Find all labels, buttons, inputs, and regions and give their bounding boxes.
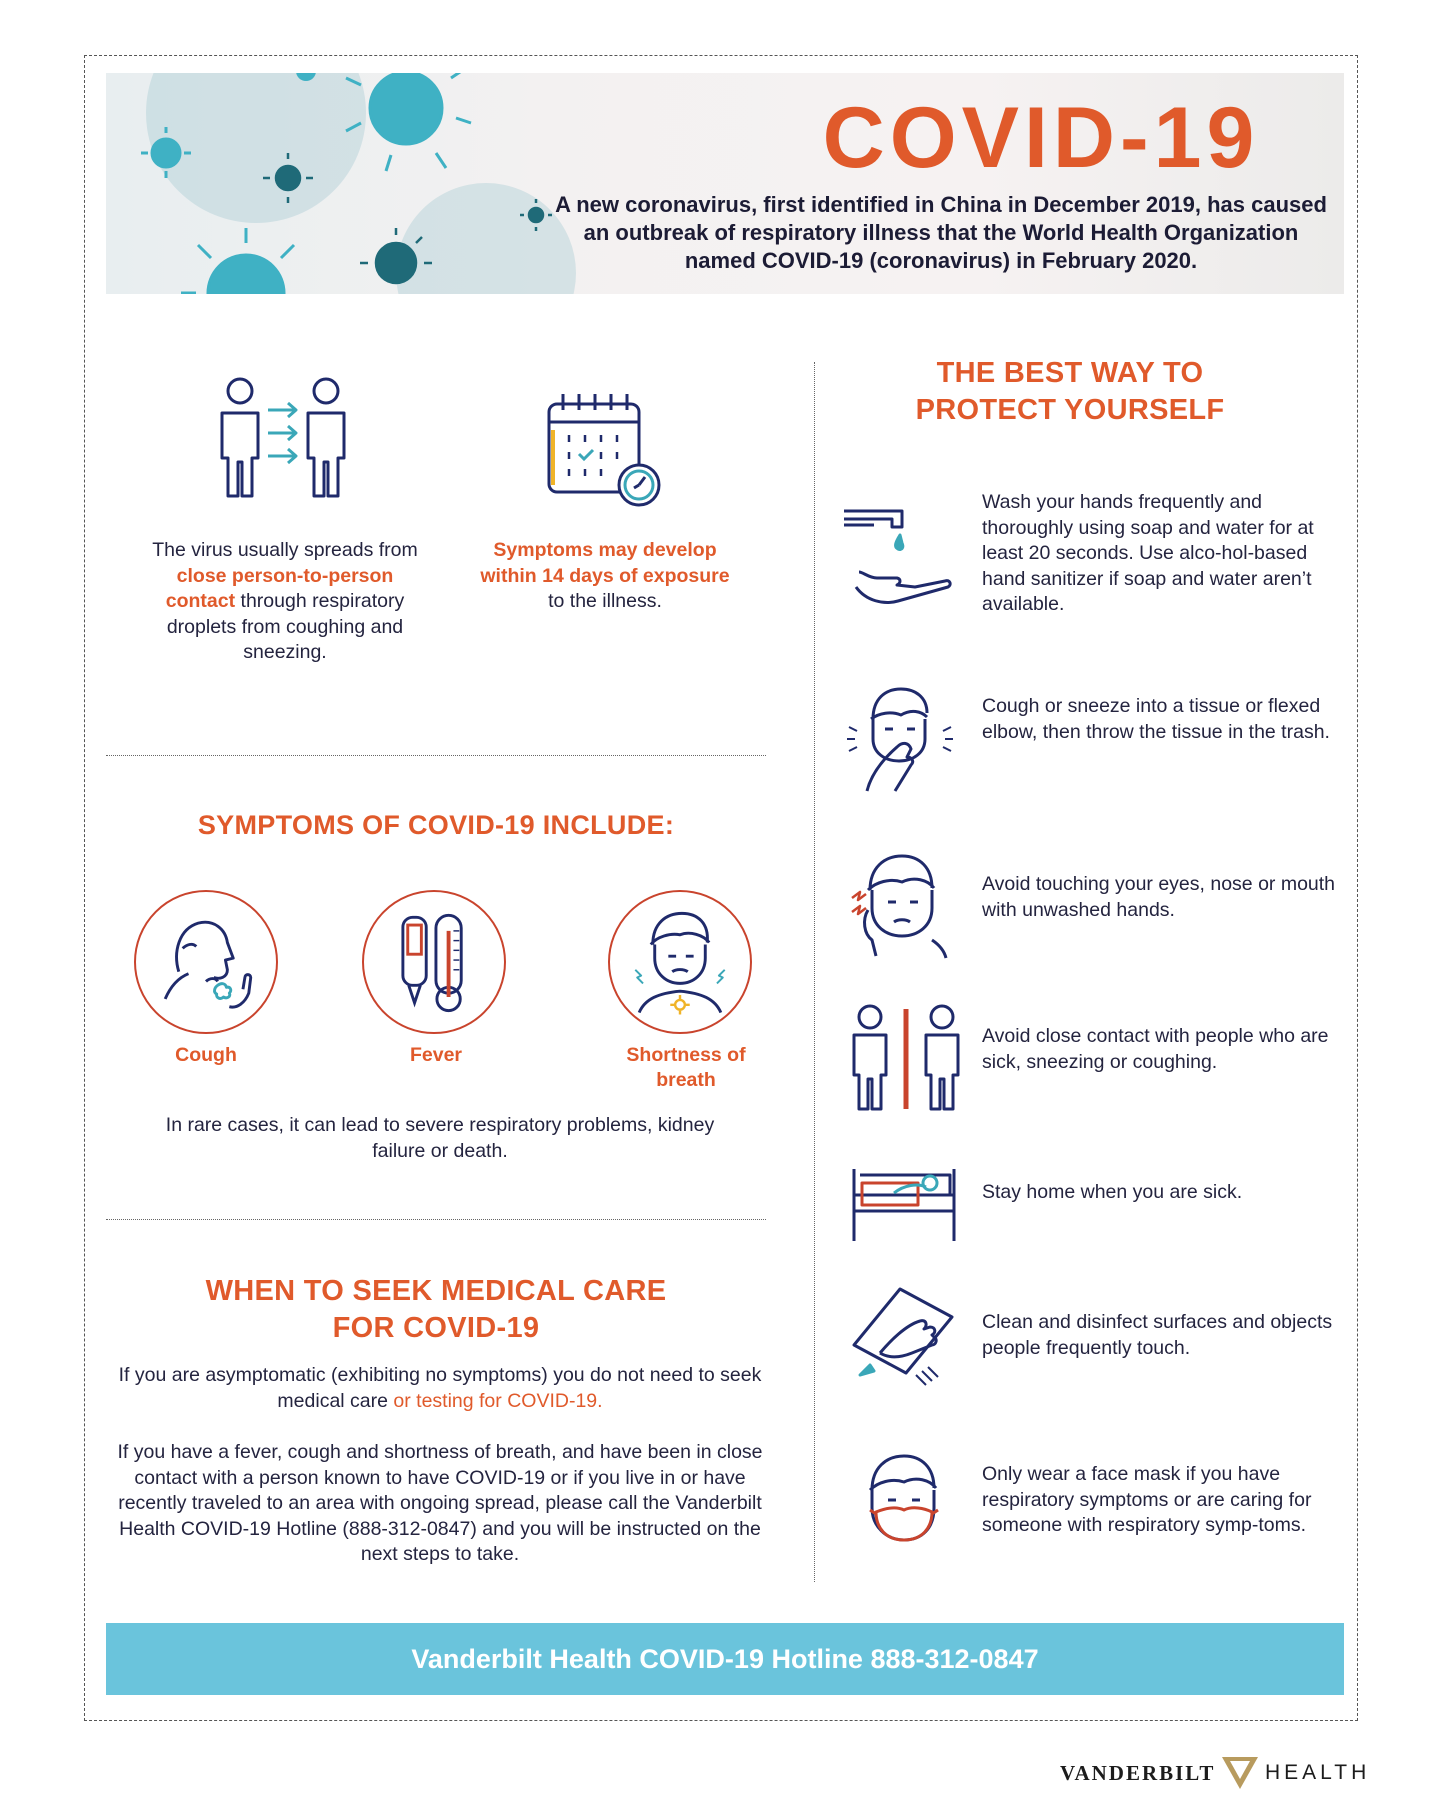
protect-tip: Wash your hands frequently and thoroughly using soap and water for at least 20 seconds. Use alco-hol-based hand sanitizer if soap and water aren’t available. <box>982 491 1314 615</box>
symptom-label: Fever <box>409 1044 463 1066</box>
seek-care-heading-line1: WHEN TO SEEK MEDICAL CARE <box>205 1275 667 1307</box>
page-title: COVID-19 <box>822 90 1260 186</box>
protect-tip: Cough or sneeze into a tissue or flexed elbow, then throw the tissue in the trash. <box>982 695 1330 743</box>
spread-text-highlight: close person-to-person contact <box>165 564 394 612</box>
header-banner <box>106 73 1344 294</box>
vanderbilt-oak-leaf-icon <box>1220 1755 1260 1791</box>
logo-text-right: HEALTH <box>1265 1761 1371 1784</box>
symptomatic-instructions-text: If you have a fever, cough and shortness of breath, and have been in close contact with a person known to have COVID-19 or if you live in or have recently traveled to an area with ongoing spread, please call the Vanderbilt Health COVID-19 Hotline (888-312-0847) and you will be instructed on the next steps to take. <box>117 1441 763 1565</box>
asymptomatic-text <box>100 1363 780 1414</box>
no-face-touch-icon <box>850 850 960 960</box>
spread-description <box>150 538 420 666</box>
calendar-clock-icon <box>545 390 670 515</box>
symptom-label: Cough <box>175 1044 237 1066</box>
person-to-person-icon <box>218 375 348 500</box>
section-divider <box>106 755 766 756</box>
spread-text-pre: The virus usually spreads from <box>152 539 418 561</box>
protect-tip: Stay home when you are sick. <box>982 1181 1243 1203</box>
symptom-label: Shortness of breath <box>626 1044 746 1091</box>
cough-icon <box>134 890 278 1034</box>
asymptomatic-text-highlight: or testing for COVID-19. <box>393 1389 603 1412</box>
seek-care-heading <box>106 1273 766 1347</box>
protect-heading-line2: PROTECT YOURSELF <box>915 394 1225 426</box>
logo-text-left: VANDERBILT <box>1060 1761 1216 1785</box>
protect-tip: Avoid touching your eyes, nose or mouth with unwashed hands. <box>982 873 1336 921</box>
disinfect-surface-icon <box>850 1283 960 1393</box>
hand-washing-icon <box>842 505 952 615</box>
rare-cases-text: In rare cases, it can lead to severe respiratory problems, kidney failure or death. <box>165 1114 715 1162</box>
protect-tip: Avoid close contact with people who are sick, sneezing or coughing. <box>982 1025 1329 1073</box>
protect-tip: Clean and disinfect surfaces and objects people frequently touch. <box>982 1311 1333 1359</box>
protect-heading-line1: THE BEST WAY TO <box>936 357 1204 389</box>
face-mask-icon <box>850 1450 960 1560</box>
cover-cough-icon <box>845 683 955 793</box>
asymptomatic-text-pre: If you are asymptomatic (exhibiting no symptoms) you do not need to seek medical care <box>118 1364 762 1412</box>
spread-text-post: through respiratory droplets from coughing and sneezing. <box>166 590 405 663</box>
incubation-description <box>470 538 740 615</box>
social-distance-icon <box>850 1003 960 1113</box>
vanderbilt-health-logo <box>1060 1755 1371 1791</box>
incubation-text-highlight: Symptoms may develop within 14 days of exposure <box>480 539 730 587</box>
stay-home-bed-icon <box>850 1150 960 1260</box>
hotline-banner: Vanderbilt Health COVID-19 Hotline 888-312-0847 <box>106 1623 1344 1695</box>
seek-care-heading-line2: FOR COVID-19 <box>332 1312 540 1344</box>
incubation-text-post: to the illness. <box>548 590 662 612</box>
column-divider <box>814 362 815 1582</box>
symptoms-heading: SYMPTOMS OF COVID-19 INCLUDE: <box>197 810 675 840</box>
thermometer-icon <box>362 890 506 1034</box>
intro-text: A new coronavirus, first identified in China in December 2019, has caused an outbreak of respiratory illness that the World Health Organization named COVID-19 (coronavirus) in February 2020. <box>555 192 1327 273</box>
protect-tip: Only wear a face mask if you have respiratory symptoms or are caring for someone with respiratory symp-toms. <box>982 1463 1312 1536</box>
shortness-of-breath-icon <box>608 890 752 1034</box>
protect-heading <box>880 355 1260 429</box>
section-divider <box>106 1219 766 1220</box>
